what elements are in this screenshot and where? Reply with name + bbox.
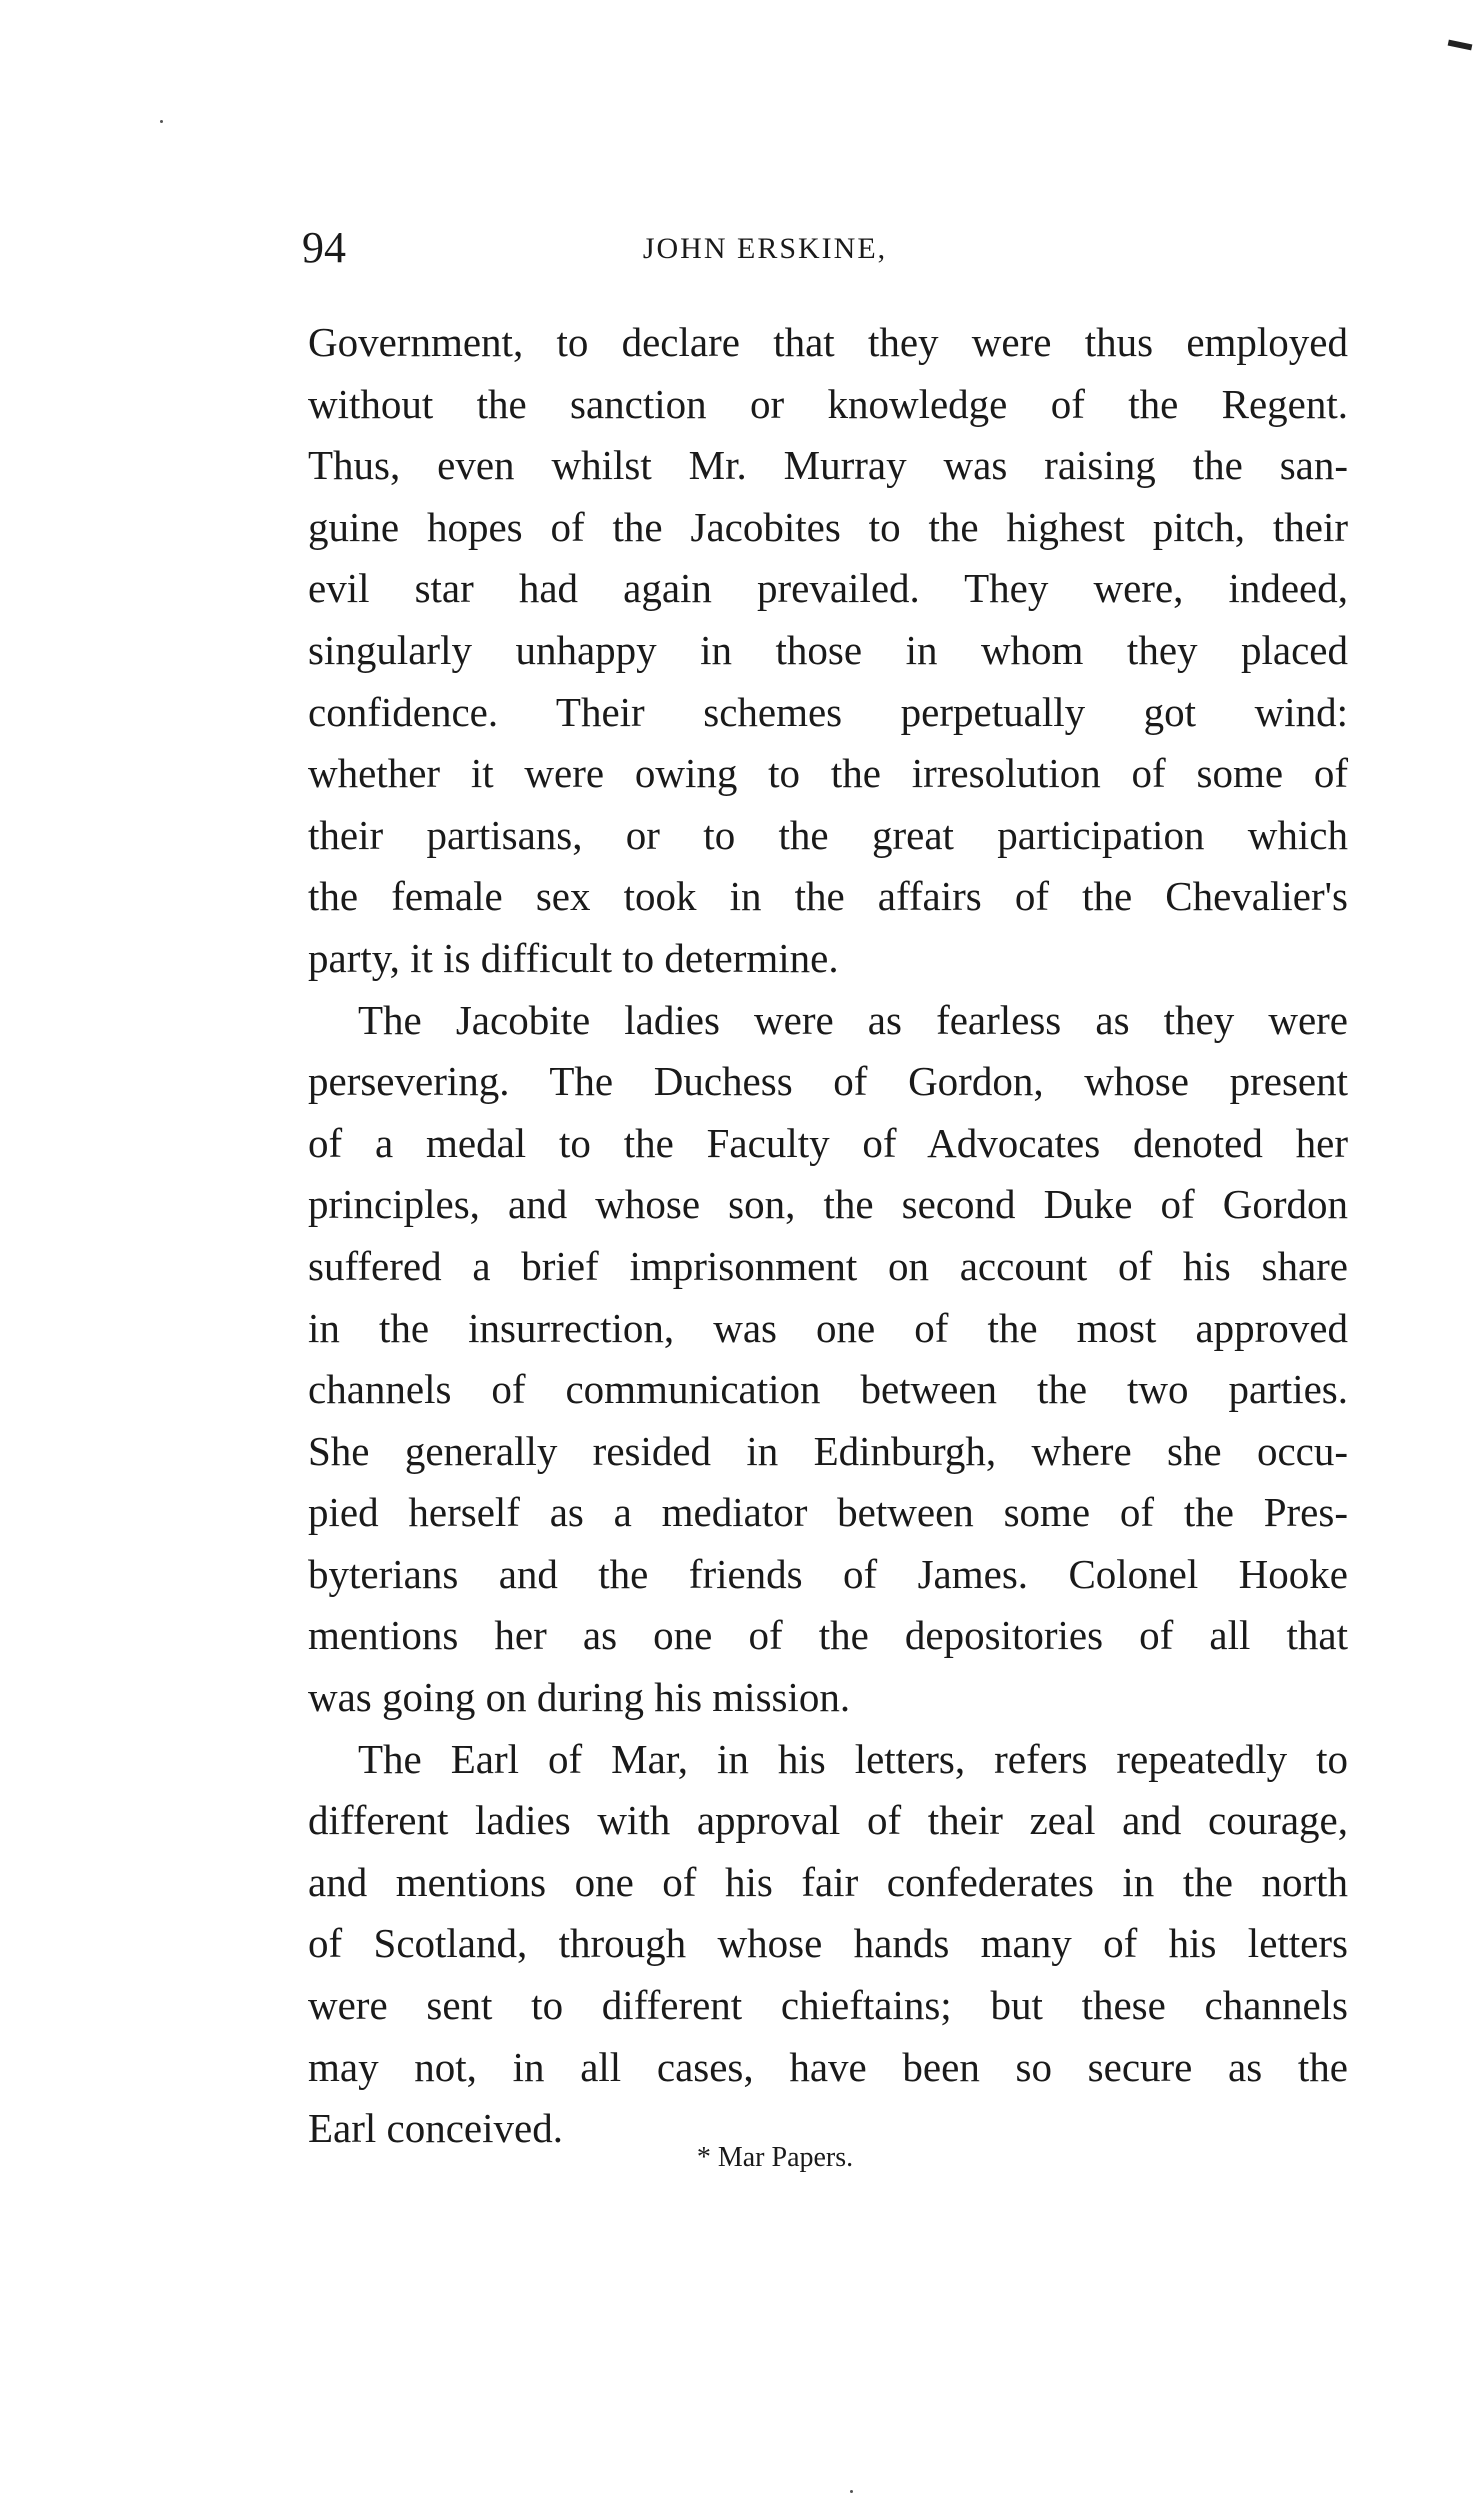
text-line: whether it were owing to the irresolution of some of [308, 750, 1348, 797]
running-title: JOHN ERSKINE, [642, 232, 888, 265]
text-line: byterians and the friends of James. Colonel Hooke [308, 1550, 1348, 1597]
text-line: channels of communication between the two parties. [308, 1366, 1348, 1413]
text-line: mentions her as one of the depositories of all that [308, 1612, 1348, 1659]
scan-speck [160, 120, 163, 123]
page-number: 94 [302, 223, 346, 272]
text-line: were sent to different chieftains; but these channels [308, 1982, 1348, 2029]
text-line: She generally resided in Edinburgh, where she occu- [308, 1427, 1348, 1474]
text-line: their partisans, or to the great participation which [308, 811, 1348, 858]
text-line: party, it is difficult to determine. [308, 934, 839, 981]
text-line: pied herself as a mediator between some of the Pres- [308, 1489, 1348, 1536]
text-line: different ladies with approval of their zeal and courage, [308, 1797, 1348, 1844]
text-line: principles, and whose son, the second Duke of Gordon [308, 1181, 1348, 1228]
text-line: Thus, even whilst Mr. Murray was raising the san- [308, 442, 1348, 489]
text-line: persevering. The Duchess of Gordon, whose present [308, 1058, 1348, 1105]
text-line: suffered a brief imprisonment on account of his share [308, 1242, 1348, 1289]
scan-corner-mark [1448, 40, 1473, 51]
text-line: confidence. Their schemes perpetually got wind: [308, 688, 1348, 735]
footnote: * Mar Papers. [696, 2142, 854, 2173]
text-line: the female sex took in the affairs of the Chevalier's [308, 873, 1348, 920]
text-line: of Scotland, through whose hands many of his letters [308, 1920, 1348, 1967]
text-line: singularly unhappy in those in whom they placed [308, 626, 1348, 673]
text-line: The Jacobite ladies were as fearless as they were [358, 996, 1348, 1043]
text-line: The Earl of Mar, in his letters, refers repeatedly to [358, 1735, 1348, 1782]
text-line: and mentions one of his fair confederates in the north [308, 1858, 1348, 1905]
text-line: may not, in all cases, have been so secure as the [308, 2043, 1348, 2090]
text-line: in the insurrection, was one of the most approved [308, 1304, 1348, 1351]
text-line: of a medal to the Faculty of Advocates denoted her [308, 1119, 1348, 1166]
text-line: guine hopes of the Jacobites to the highest pitch, their [308, 503, 1348, 550]
text-line: without the sanction or knowledge of the Regent. [308, 380, 1348, 427]
text-line: Government, to declare that they were thus employed [308, 319, 1348, 365]
text-line: Earl conceived. [308, 2105, 563, 2152]
body-text [308, 312, 1348, 2160]
text-line: evil star had again prevailed. They were, indeed, [308, 565, 1348, 612]
text-line: was going on during his mission. [308, 1674, 851, 1721]
